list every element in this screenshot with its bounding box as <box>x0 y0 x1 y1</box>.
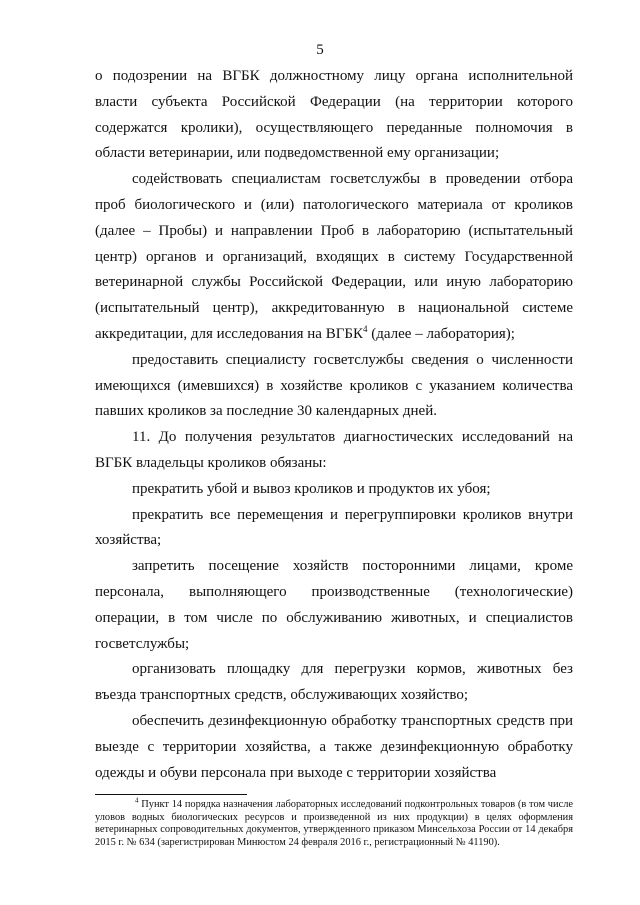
paragraph-7: запретить посещение хозяйств посторонними лицами, кроме персонала, выполняющего производственные (технологические) операции, в том числе по обслуживанию животных, и специалистов госветслужбы; <box>95 558 573 652</box>
footnote-marker: 4 <box>135 796 139 805</box>
paragraph-2-tail: (далее – лаборатория); <box>367 325 515 342</box>
paragraph-2-text: содействовать специалистам госветслужбы в проведении отбора проб биологического и (или) патологического материала от кроликов (далее – Пробы) и направлении Проб в лабораторию (испытательный центр) органов и организаций, входящих в систему Государственной ветеринарной службы Российской Федерации, или иную лабораторию (испытательный центр), аккредитованную в национальной системе аккредитации, для исследования на ВГБК <box>95 171 573 342</box>
footnote <box>95 796 573 849</box>
paragraph-2 <box>95 167 573 348</box>
paragraph-9: обеспечить дезинфекционную обработку транспортных средств при выезде с территории хозяйства, а также дезинфекционную обработку одежды и обуви персонала при выходе с территории хозяйства <box>95 712 573 781</box>
paragraph-8: организовать площадку для перегрузки кормов, животных без въезда транспортных средств, обслуживающих хозяйство; <box>95 661 573 704</box>
footnote-text: Пункт 14 порядка назначения лабораторных исследований подконтрольных товаров (в том числе уловов водных биологических ресурсов и произведенной из них продукции) в целях оформления ветеринарных сопроводительных документов, утвержденного приказом Минсельхоза России от 14 декабря 2015 г. № 634 (зарегистрирован Минюстом 24 февраля 2016 г., регистрационный № 41190). <box>95 799 573 848</box>
page-number: 5 <box>316 42 324 58</box>
paragraph-3: предоставить специалисту госветслужбы сведения о численности имеющихся (имевшихся) в хозяйстве кроликов с указанием количества павших кроликов за последние 30 календарных дней. <box>95 351 573 420</box>
paragraph-4: 11. До получения результатов диагностических исследований на ВГБК владельцы кроликов обязаны: <box>95 429 573 471</box>
paragraph-6: прекратить все перемещения и перегруппировки кроликов внутри хозяйства; <box>95 506 573 549</box>
document-body <box>95 64 573 786</box>
paragraph-5: прекратить убой и вывоз кроликов и продуктов их убоя; <box>132 480 491 497</box>
footnote-divider <box>95 794 247 795</box>
paragraph-1: о подозрении на ВГБК должностному лицу органа исполнительной власти субъекта Российской Федерации (на территории которого содержатся кролики), осуществляющего переданные полномочия в области ветеринарии, или подведомственной ему организации; <box>95 68 573 162</box>
footnote-reference[interactable]: 4 <box>363 323 368 334</box>
